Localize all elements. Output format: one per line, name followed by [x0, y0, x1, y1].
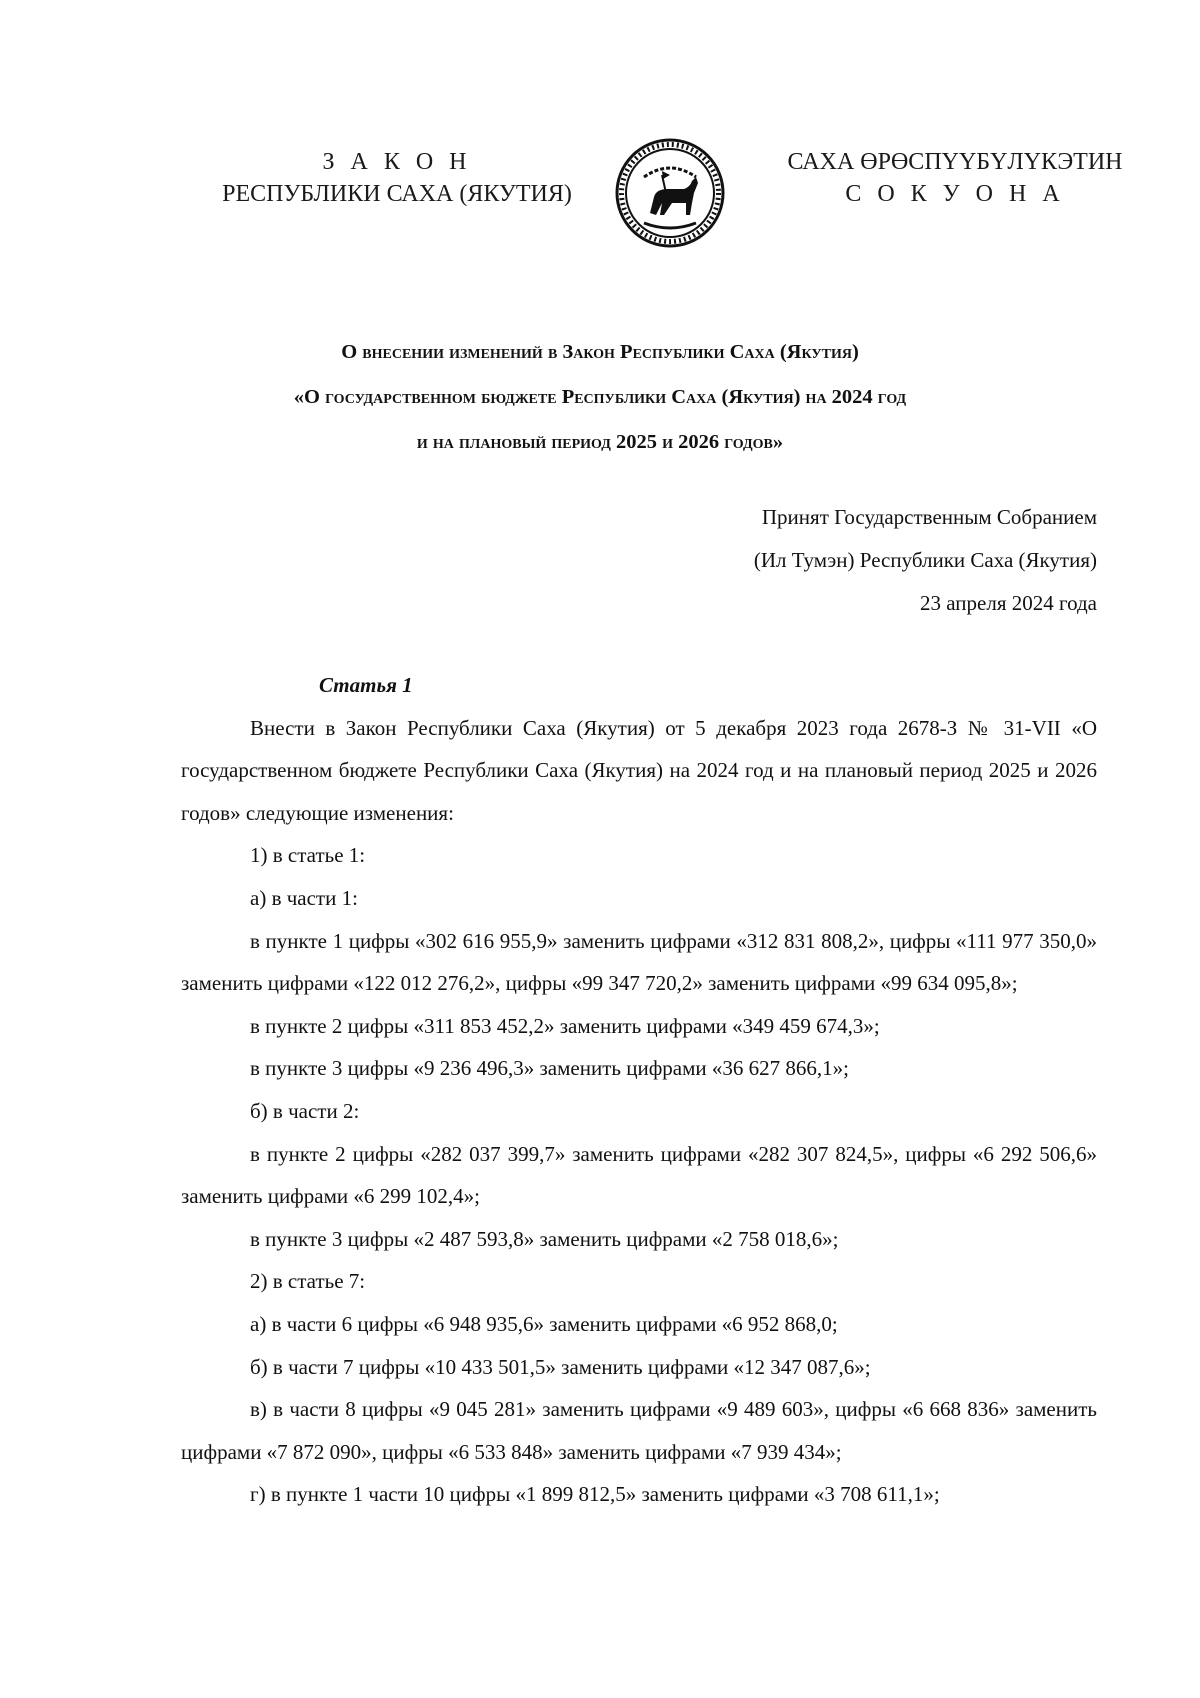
header-left-republic: РЕСПУБЛИКИ САХА (ЯКУТИЯ) — [222, 181, 572, 207]
paragraph: б) в части 7 цифры «10 433 501,5» заменить цифрами «12 347 087,6»; — [250, 1354, 871, 1379]
paragraph: в) в части 8 цифры «9 045 281» заменить цифрами «9 489 603», цифры «6 668 836» заменить цифрами «7 872 090», цифры «6 533 848» заменить цифрами «7 939 434»; — [181, 1397, 1097, 1464]
paragraph: а) в части 1: — [250, 885, 358, 910]
header-left-block — [217, 146, 577, 210]
paragraph: в пункте 3 цифры «2 487 593,8» заменить цифрами «2 758 018,6»; — [250, 1226, 839, 1251]
adoption-line-2: (Ил Тумэн) Республики Саха (Якутия) — [753, 548, 1097, 572]
paragraph: в пункте 1 цифры «302 616 955,9» заменить цифрами «312 831 808,2», цифры «111 977 350,0» заменить цифрами «122 012 276,2», цифры «99 347 720,2» заменить цифрами «99 634 095,8»; — [181, 928, 1097, 996]
article-body — [181, 664, 1097, 1516]
coat-of-arms-emblem-icon — [614, 137, 726, 249]
paragraph: а) в части 6 цифры «6 948 935,6» заменить цифрами «6 952 868,0; — [250, 1311, 838, 1336]
paragraph: в пункте 3 цифры «9 236 496,3» заменить цифрами «36 627 866,1»; — [250, 1056, 849, 1081]
document-title — [150, 330, 1050, 465]
paragraph: Внести в Закон Республики Саха (Якутия) от 5 декабря 2023 года 2678-З № 31-VII «О государственном бюджете Республики Саха (Якутия) на 2024 год и на плановый период 2025 и 2026 годов» следующие изменения: — [181, 715, 1097, 825]
header-right-republic: САХА ӨРӨСПҮҮБҮЛҮКЭТИН — [787, 149, 1123, 175]
paragraph: г) в пункте 1 части 10 цифры «1 899 812,5» заменить цифрами «3 708 611,1»; — [250, 1482, 940, 1507]
adoption-line-1: Принят Государственным Собранием — [761, 505, 1097, 529]
paragraph: б) в части 2: — [250, 1098, 360, 1123]
adoption-date: 23 апреля 2024 года — [920, 591, 1097, 615]
title-line-3: и на плановый период 2025 и 2026 годов» — [416, 431, 784, 453]
title-line-1: О внесении изменений в Закон Республики Саха (Якутия) — [341, 341, 859, 363]
header-left-law: З А К О Н — [322, 149, 472, 175]
paragraph: 1) в статье 1: — [250, 843, 366, 868]
paragraph: в пункте 2 цифры «282 037 399,7» заменить цифрами «282 307 824,5», цифры «6 292 506,6» заменить цифрами «6 299 102,4»; — [181, 1141, 1097, 1209]
paragraph: в пункте 2 цифры «311 853 452,2» заменить цифрами «349 459 674,3»; — [250, 1013, 880, 1038]
article-heading: Статья 1 — [319, 673, 413, 697]
header-right-block — [775, 146, 1135, 210]
header-right-law: С О К У О Н А — [845, 181, 1065, 207]
adoption-block — [754, 496, 1097, 625]
title-line-2: «О государственном бюджете Республики Саха (Якутия) на 2024 год — [293, 386, 907, 408]
paragraph: 2) в статье 7: — [250, 1269, 366, 1294]
